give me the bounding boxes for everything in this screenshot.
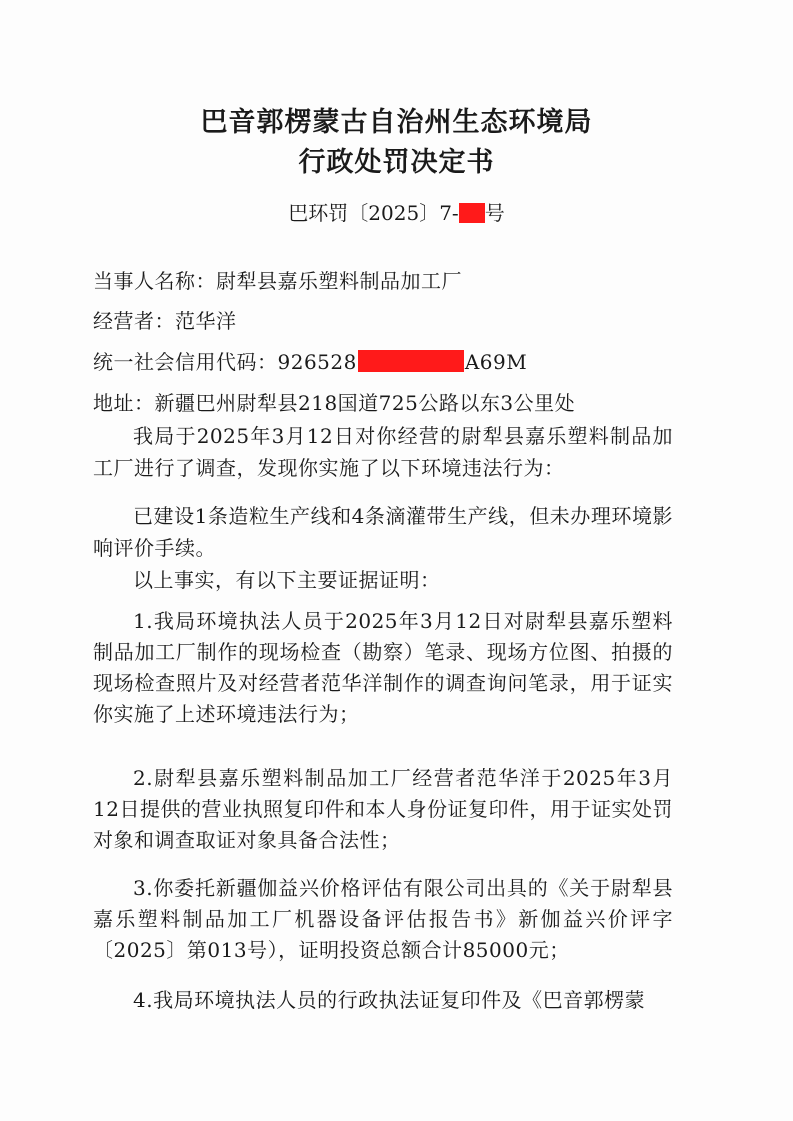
violation-paragraph: 已建设1条造粒生产线和4条滴灌带生产线，但未办理环境影响评价手续。 [93, 504, 673, 560]
operator-value: 范华洋 [175, 309, 237, 333]
document-number-prefix: 巴环罚〔2025〕7- [288, 201, 459, 225]
document-number [0, 197, 793, 226]
document-number-suffix: 号 [484, 201, 505, 225]
redaction-block [358, 350, 464, 372]
address-value: 新疆巴州尉犁县218国道725公路以东3公里处 [154, 391, 576, 415]
address-label: 地址： [93, 391, 155, 415]
operator-line [93, 305, 237, 334]
operator-label: 经营者： [93, 309, 175, 333]
evidence-item-1: 1.我局环境执法人员于2025年3月12日对尉犁县嘉乐塑料制品加工厂制作的现场检查（勘察）笔录、现场方位图、拍摄的现场检查照片及对经营者范华洋制作的调查询问笔录，用于证实你实施了上述环境违法行为； [93, 609, 673, 726]
party-name-label: 当事人名称： [93, 269, 216, 293]
evidence-item-4: 4.我局环境执法人员的行政执法证复印件及《巴音郭楞蒙 [133, 988, 646, 1012]
document-type-title: 行政处罚决定书 [298, 147, 495, 178]
credit-code-line [93, 346, 527, 375]
redaction-block [459, 203, 485, 223]
address-line [93, 387, 575, 416]
party-name-line [93, 265, 462, 294]
credit-code-label: 统一社会信用代码： [93, 350, 278, 374]
evidence-intro-paragraph: 以上事实，有以下主要证据证明： [133, 568, 441, 592]
authority-title: 巴音郭楞蒙古自治州生态环境局 [200, 107, 593, 138]
investigation-paragraph: 我局于2025年3月12日对你经营的尉犁县嘉乐塑料制品加工厂进行了调查，发现你实施了以下环境违法行为： [93, 424, 673, 480]
credit-code-prefix: 926528 [277, 350, 357, 374]
evidence-item-2: 2.尉犁县嘉乐塑料制品加工厂经营者范华洋于2025年3月12日提供的营业执照复印件和本人身份证复印件，用于证实处罚对象和调查取证对象具备合法性； [93, 766, 673, 852]
party-name-value: 尉犁县嘉乐塑料制品加工厂 [216, 269, 462, 293]
evidence-item-3: 3.你委托新疆伽益兴价格评估有限公司出具的《关于尉犁县嘉乐塑料制品加工厂机器设备评估报告书》新伽益兴价评字〔2025〕第013号），证明投资总额合计85000元； [93, 876, 673, 962]
credit-code-suffix: A69M [464, 350, 528, 374]
